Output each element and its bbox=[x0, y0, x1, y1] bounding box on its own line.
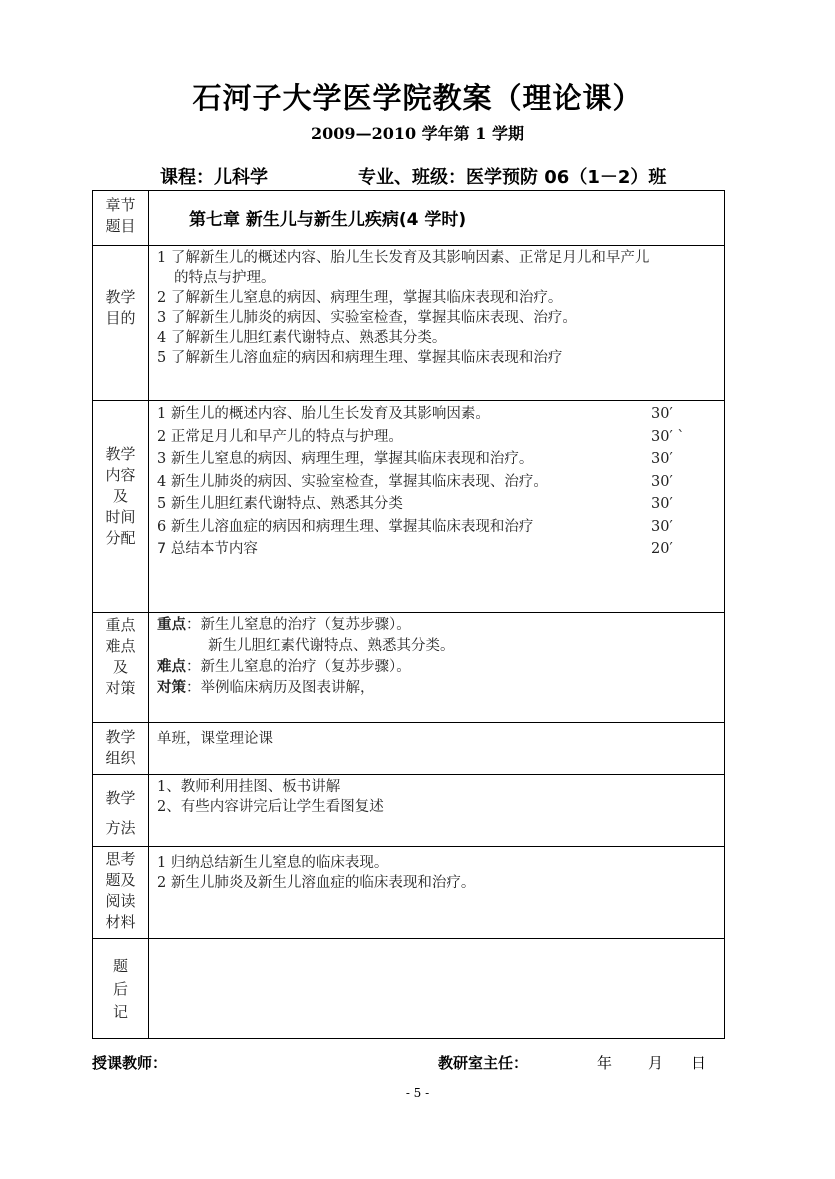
objective-item: 4 了解新生儿胆红素代谢特点、熟悉其分类。 bbox=[157, 330, 447, 346]
difficult-label: 难点 bbox=[157, 659, 186, 675]
time-allocation: 20′ bbox=[651, 541, 673, 557]
reading-label: 思考 题及 阅读 材料 bbox=[93, 847, 149, 939]
organization-value: 单班，课堂理论课 bbox=[157, 731, 273, 747]
key-label: 重点 bbox=[157, 617, 186, 633]
content-item: 7 总结本节内容 20′ bbox=[157, 538, 718, 561]
time-allocation: 30′ bbox=[651, 473, 673, 490]
objectives-cell bbox=[149, 246, 725, 401]
content-item: 4 新生儿肺炎的病因、实验室检查，掌握其临床表现、治疗。 30′ bbox=[157, 471, 718, 494]
content-row bbox=[93, 401, 725, 613]
objectives-row bbox=[93, 246, 725, 401]
content-item: 2 正常足月儿和早产儿的特点与护理。 30′ ` bbox=[157, 426, 718, 449]
strategy-line: 对策：举例临床病历及图表讲解， bbox=[157, 680, 375, 696]
methods-label: 教学 方法 bbox=[93, 775, 149, 847]
content-item: 1 新生儿的概述内容、胎儿生长发育及其影响因素。 30′ bbox=[157, 403, 718, 426]
objectives-label: 教学 目的 bbox=[93, 246, 149, 401]
afterword-row bbox=[93, 939, 725, 1039]
date-year: 年 bbox=[597, 1054, 613, 1072]
time-allocation: 30′ bbox=[651, 496, 673, 512]
objective-item-continued: 的特点与护理。 bbox=[174, 270, 276, 286]
chapter-row bbox=[93, 191, 725, 246]
major-class-label: 专业、班级：医学预防 06（1－2）班 bbox=[358, 167, 667, 188]
key-points-label: 重点 难点 及 对策 bbox=[93, 613, 149, 723]
organization-row bbox=[93, 723, 725, 775]
content-label: 教学 内容 及 时间 分配 bbox=[93, 401, 149, 613]
page-number: - 5 - bbox=[405, 1086, 430, 1100]
key-points-row bbox=[93, 613, 725, 723]
director-signature-label: 教研室主任： bbox=[438, 1054, 529, 1072]
time-allocation: 30′ bbox=[651, 518, 673, 535]
chapter-cell bbox=[149, 191, 725, 246]
key-points-cell bbox=[149, 613, 725, 723]
time-allocation: 30′ bbox=[651, 451, 673, 467]
method-item: 2、有些内容讲完后让学生看图复述 bbox=[157, 799, 384, 815]
content-item: 6 新生儿溶血症的病因和病理生理、掌握其临床表现和治疗 30′ bbox=[157, 516, 718, 539]
methods-row bbox=[93, 775, 725, 847]
time-allocation: 30′ ` bbox=[651, 428, 685, 445]
method-item: 1、教师利用挂图、板书讲解 bbox=[157, 779, 341, 795]
objective-item: 2 了解新生儿窒息的病因、病理生理，掌握其临床表现和治疗。 bbox=[157, 290, 563, 306]
document-title: 石河子大学医学院教案（理论课） bbox=[192, 81, 643, 115]
time-allocation: 30′ bbox=[651, 406, 673, 422]
semester-line: 2009—2010 学年第 1 学期 bbox=[311, 124, 524, 143]
key-point-line: 新生儿胆红素代谢特点、熟悉其分类。 bbox=[208, 638, 455, 654]
course-label: 课程：儿科学 bbox=[160, 167, 268, 188]
chapter-title: 第七章 新生儿与新生儿疾病(4 学时) bbox=[189, 210, 467, 230]
content-item: 5 新生儿胆红素代谢特点、熟悉其分类 30′ bbox=[157, 493, 718, 516]
strategy-label: 对策 bbox=[157, 680, 186, 696]
organization-label: 教学 组织 bbox=[93, 723, 149, 775]
reading-item: 2 新生儿肺炎及新生儿溶血症的临床表现和治疗。 bbox=[157, 875, 476, 891]
difficult-point-line: 难点：新生儿窒息的治疗（复苏步骤）。 bbox=[157, 659, 411, 675]
date-day: 日 bbox=[691, 1054, 707, 1072]
content-cell bbox=[149, 401, 725, 613]
date-month: 月 bbox=[648, 1054, 664, 1072]
reading-cell bbox=[149, 847, 725, 939]
objective-item: 1 了解新生儿的概述内容、胎儿生长发育及其影响因素、正常足月儿和早产儿 bbox=[157, 250, 650, 266]
content-item: 3 新生儿窒息的病因、病理生理，掌握其临床表现和治疗。 30′ bbox=[157, 448, 718, 471]
reading-item: 1 归纳总结新生儿窒息的临床表现。 bbox=[157, 855, 389, 871]
lesson-plan-table bbox=[92, 190, 725, 1039]
objective-item: 3 了解新生儿肺炎的病因、实验室检查，掌握其临床表现、治疗。 bbox=[157, 310, 577, 326]
teacher-signature-label: 授课教师： bbox=[92, 1054, 168, 1072]
methods-cell bbox=[149, 775, 725, 847]
key-point-line: 重点：新生儿窒息的治疗（复苏步骤）。 bbox=[157, 617, 411, 633]
objective-item: 5 了解新生儿溶血症的病因和病理生理、掌握其临床表现和治疗 bbox=[157, 350, 563, 366]
organization-cell bbox=[149, 723, 725, 775]
afterword-label: 题 后 记 bbox=[93, 939, 149, 1039]
afterword-cell bbox=[149, 939, 725, 1039]
reading-row bbox=[93, 847, 725, 939]
chapter-label: 章节 题目 bbox=[93, 191, 149, 246]
